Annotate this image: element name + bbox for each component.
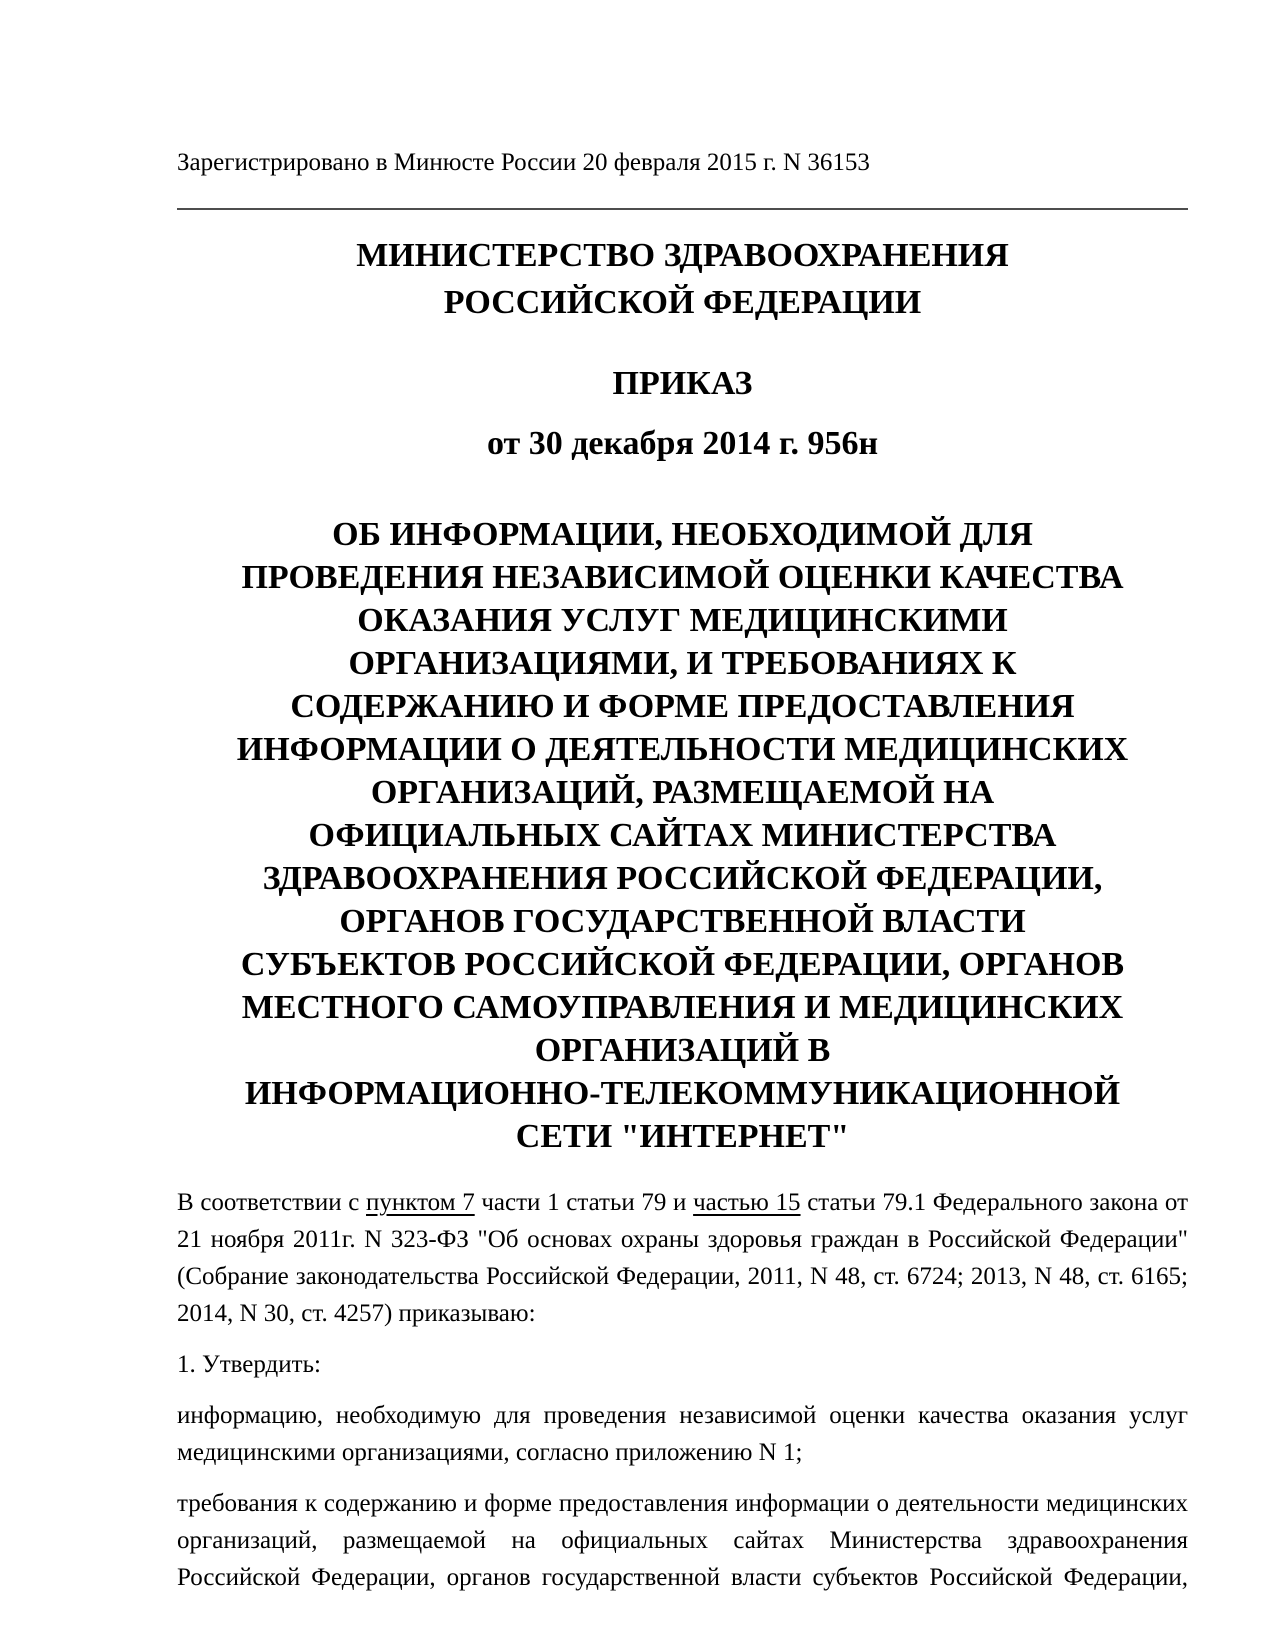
document-date-heading: от 30 декабря 2014 г. 956н bbox=[486, 425, 879, 462]
heading-line: СУБЪЕКТОВ РОССИЙСКОЙ ФЕДЕРАЦИИ, ОРГАНОВ bbox=[240, 946, 1125, 983]
document-type-heading: ПРИКАЗ bbox=[612, 365, 753, 402]
heading-line: МЕСТНОГО САМОУПРАВЛЕНИЯ И МЕДИЦИНСКИХ bbox=[241, 989, 1124, 1026]
legal-reference-link[interactable]: пунктом 7 bbox=[366, 1189, 475, 1216]
heading-line: ОРГАНИЗАЦИЯМИ, И ТРЕБОВАНИЯХ К bbox=[348, 645, 1017, 682]
paragraph-approve-information: информацию, необходимую для проведения независимой оценки качества оказания услуг медицинскими организациями, согласно приложению N 1; bbox=[177, 1402, 1188, 1466]
heading-line: ОРГАНИЗАЦИЙ В bbox=[534, 1032, 831, 1069]
paragraph-text: статьи 79.1 Федерального закона от 21 ноября 2011г. N 323-ФЗ "Об основах охраны здоровья граждан в Российской Федерации" (Собрание законодательства Российской Федерации, 2011, N 48, ст. 6724; 2013, N 48, ст. 6165; 2014, N 30, ст. 4257) приказываю: bbox=[177, 1189, 1189, 1327]
ministry-name-heading bbox=[177, 232, 1188, 326]
clause-1: 1. Утвердить: bbox=[177, 1351, 321, 1378]
heading-line: ПРОВЕДЕНИЯ НЕЗАВИСИМОЙ ОЦЕНКИ КАЧЕСТВА bbox=[241, 559, 1124, 596]
heading-line: РОССИЙСКОЙ ФЕДЕРАЦИИ bbox=[443, 284, 922, 321]
heading-line: ОФИЦИАЛЬНЫХ САЙТАХ МИНИСТЕРСТВА bbox=[308, 817, 1057, 854]
heading-line: СОДЕРЖАНИЮ И ФОРМЕ ПРЕДОСТАВЛЕНИЯ bbox=[290, 688, 1075, 725]
heading-line: ИНФОРМАЦИОННО-ТЕЛЕКОММУНИКАЦИОННОЙ bbox=[244, 1075, 1121, 1112]
heading-line: ОРГАНОВ ГОСУДАРСТВЕННОЙ ВЛАСТИ bbox=[339, 903, 1026, 940]
legal-reference-link[interactable]: частью 15 bbox=[693, 1189, 801, 1216]
heading-line: СЕТИ "ИНТЕРНЕТ" bbox=[515, 1118, 850, 1155]
heading-line: ЗДРАВООХРАНЕНИЯ РОССИЙСКОЙ ФЕДЕРАЦИИ, bbox=[262, 860, 1103, 897]
paragraph-text: части 1 статьи 79 и bbox=[474, 1189, 694, 1216]
heading-line: ОРГАНИЗАЦИЙ, РАЗМЕЩАЕМОЙ НА bbox=[370, 774, 995, 811]
heading-line: ОБ ИНФОРМАЦИИ, НЕОБХОДИМОЙ ДЛЯ bbox=[332, 516, 1033, 553]
document-title-heading bbox=[177, 513, 1188, 1158]
registration-note: Зарегистрировано в Минюсте России 20 февраля 2015 г. N 36153 bbox=[177, 149, 870, 176]
heading-line: ОКАЗАНИЯ УСЛУГ МЕДИЦИНСКИМИ bbox=[357, 602, 1008, 639]
heading-line: МИНИСТЕРСТВО ЗДРАВООХРАНЕНИЯ bbox=[356, 237, 1009, 274]
heading-line: ИНФОРМАЦИИ О ДЕЯТЕЛЬНОСТИ МЕДИЦИНСКИХ bbox=[236, 731, 1129, 768]
divider-rule bbox=[177, 208, 1188, 210]
paragraph-approve-requirements: требования к содержанию и форме предоставления информации о деятельности медицинских организаций, размещаемой на официальных сайтах Министерства здравоохранения Российской Федерации, органов государственной власти субъектов Российской Федерации, bbox=[177, 1490, 1188, 1591]
paragraph-text: В соответствии с bbox=[177, 1189, 367, 1216]
intro-paragraph bbox=[177, 1184, 1188, 1332]
